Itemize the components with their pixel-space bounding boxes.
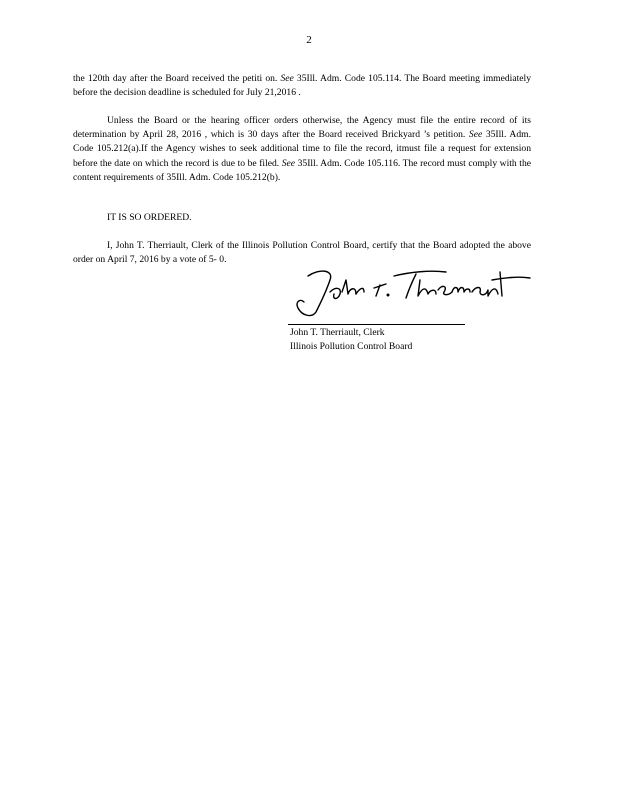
text: 35Ill. Adm. Code 105.114. The Board meeting immediately before the decision deadline is scheduled for July 21,2016 . [73,73,531,99]
signer-organization: Illinois Pollution Control Board [290,341,413,352]
signature-line [288,324,465,325]
page-number: 2 [306,34,312,46]
see-citation: See [280,73,294,84]
text: 35Ill. Adm. Code 105.212(a).If the Agency wishes to seek additional time to file the record, itmust file a request for extension before the date on which the record is due to be filed. [73,129,532,169]
text: Unless the Board or the hearing officer orders otherwise, the Agency must file the entire record of its determination by April 28, 2016 , which is 30 days after the Board received Brickyard ’s petition. [73,115,531,141]
paragraph-record-filing [73,114,531,185]
handwritten-signature [290,262,540,318]
see-citation: See [281,157,296,169]
signer-name-title: John T. Therriault, Clerk [290,327,385,338]
see-citation: See [468,129,483,141]
text: 35Ill. Adm. Code 105.116. The record must comply with the content requirements of 35Ill. Adm. Code 105.212(b). [73,157,531,183]
so-ordered: IT IS SO ORDERED. [107,212,192,223]
text: I, John T. Therriault, Clerk of the Illinois Pollution Control Board, certify that the Board adopted the above order on April 7, 2016 by a vote of 5- 0. [73,240,531,266]
paragraph-decision-deadline [73,72,531,100]
text: the 120th day after the Board received the petiti on. [73,73,281,84]
